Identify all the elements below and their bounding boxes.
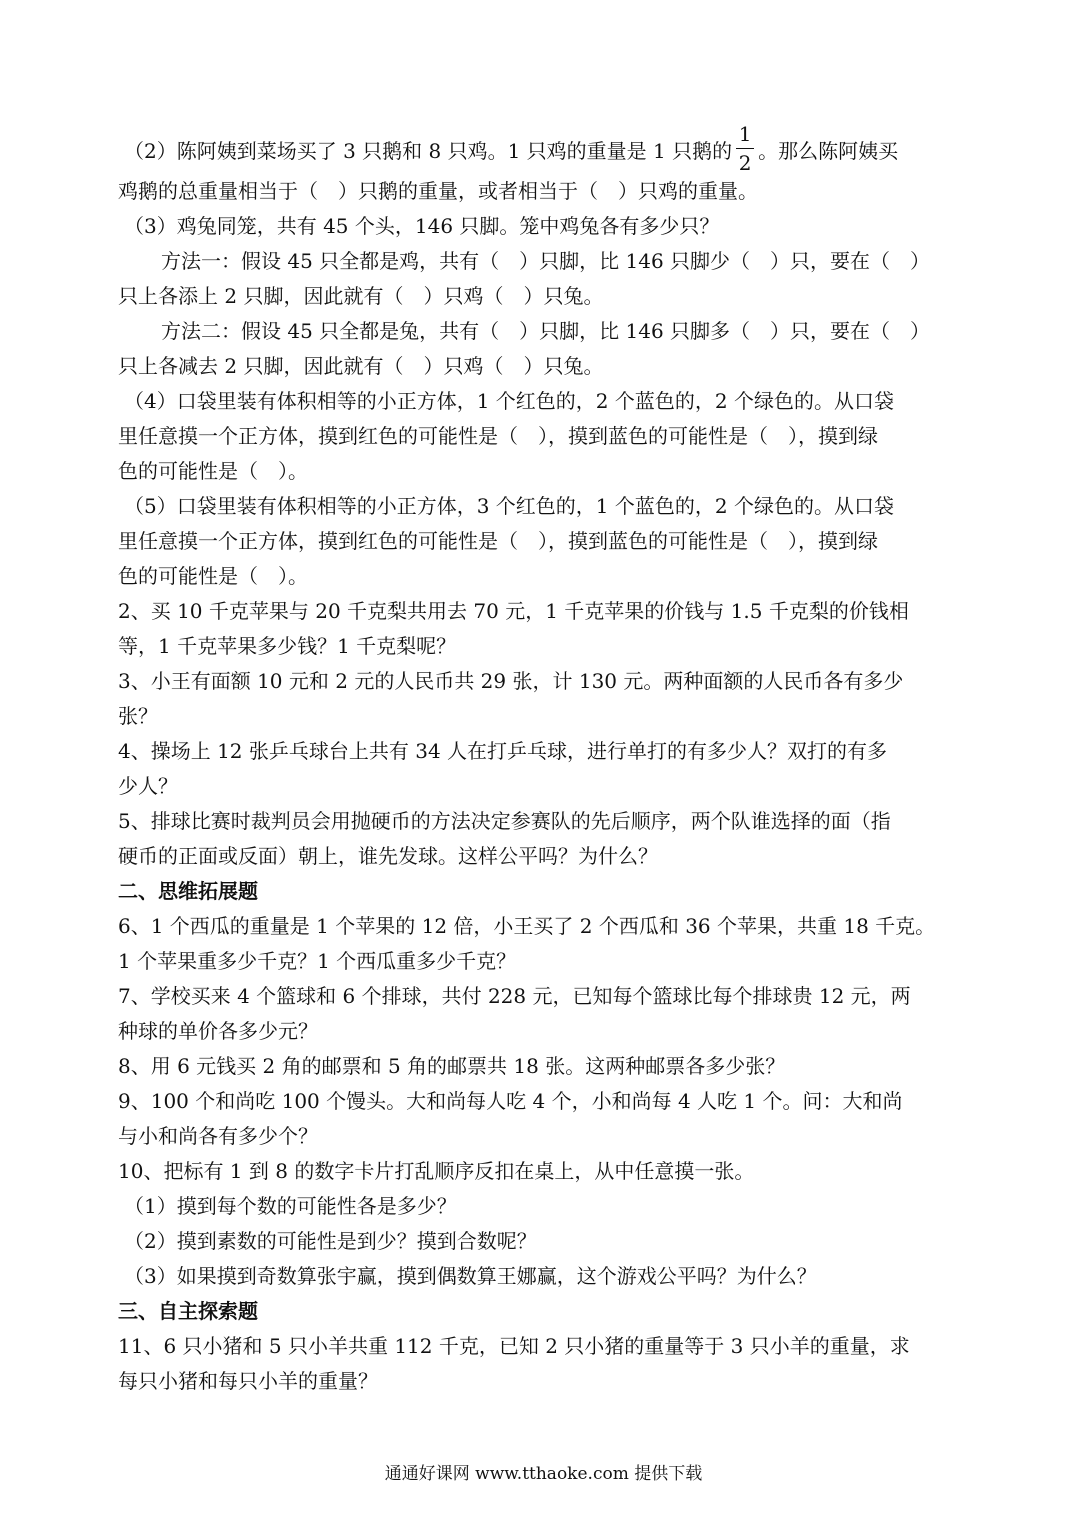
problem-8-line-1: 8、用 6 元钱买 2 角的邮票和 5 角的邮票共 18 张。这两种邮票各多少张？ (118, 1054, 786, 1078)
fraction-bar (736, 148, 754, 149)
problem-1-3-line-1: （3）鸡兔同笼，共有 45 个头，146 只脚。笼中鸡兔各有多少只？ (124, 214, 720, 238)
problem-7-line-1: 7、学校买来 4 个篮球和 6 个排球，共付 228 元，已知每个篮球比每个排球贵 12 元，两 (118, 984, 911, 1008)
problem-5-line-1: 5、排球比赛时裁判员会用抛硬币的方法决定参赛队的先后顺序，两个队谁选择的面（指 (118, 809, 891, 833)
problem-4-line-1: 4、操场上 12 张乒乓球台上共有 34 人在打乒乓球，进行单打的有多少人？双打的有多 (118, 739, 888, 763)
problem-1-5-line-2: 里任意摸一个正方体，摸到红色的可能性是（ ），摸到蓝色的可能性是（ ），摸到绿 (118, 529, 878, 553)
fraction-numerator: 1 (738, 122, 752, 146)
problem-1-3-method-1-line-1: 方法一：假设 45 只全都是鸡，共有（ ）只脚，比 146 只脚少（ ）只，要在（ ） (161, 249, 931, 273)
problem-9-line-1: 9、100 个和尚吃 100 个馒头。大和尚每人吃 4 个，小和尚每 4 人吃 1 个。问：大和尚 (118, 1089, 903, 1113)
fraction-one-half (736, 123, 754, 174)
problem-1-3-method-2-line-1: 方法二：假设 45 只全都是兔，共有（ ）只脚，比 146 只脚多（ ）只，要在（ ） (161, 319, 931, 343)
problem-1-4-line-1: （4）口袋里装有体积相等的小正方体，1 个红色的，2 个蓝色的，2 个绿色的。从口袋 (124, 389, 894, 413)
problem-5-line-2: 硬币的正面或反面）朝上，谁先发球。这样公平吗？为什么？ (118, 844, 658, 868)
fraction-denominator: 2 (738, 151, 752, 175)
section-heading-2: 二、思维拓展题 (118, 879, 258, 903)
problem-1-3-method-2-line-2: 只上各减去 2 只脚，因此就有（ ）只鸡（ ）只兔。 (118, 354, 604, 378)
problem-11-line-1: 11、6 只小猪和 5 只小羊共重 112 千克，已知 2 只小猪的重量等于 3 只小羊的重量，求 (118, 1334, 910, 1358)
problem-2-line-2: 等，1 千克苹果多少钱？1 千克梨呢？ (118, 634, 457, 658)
problem-1-3-method-1-line-2: 只上各添上 2 只脚，因此就有（ ）只鸡（ ）只兔。 (118, 284, 604, 308)
problem-10-sub-1: （1）摸到每个数的可能性各是多少？ (124, 1194, 457, 1218)
problem-10-sub-2: （2）摸到素数的可能性是到少？摸到合数呢？ (124, 1229, 537, 1253)
page-footer: 通通好课网 www.tthaoke.com 提供下载 (384, 1464, 703, 1484)
problem-7-line-2: 种球的单价各多少元？ (118, 1019, 318, 1043)
problem-1-5-line-3: 色的可能性是（ ）。 (118, 564, 308, 588)
problem-4-line-2: 少人？ (118, 774, 178, 798)
problem-1-4-line-2: 里任意摸一个正方体，摸到红色的可能性是（ ），摸到蓝色的可能性是（ ），摸到绿 (118, 424, 878, 448)
problem-1-4-line-3: 色的可能性是（ ）。 (118, 459, 308, 483)
problem-text: （2）陈阿姨到菜场买了 3 只鹅和 8 只鸡。1 只鸡的重量是 1 只鹅的 (124, 139, 733, 163)
problem-1-2-line-2: 鸡鹅的总重量相当于（ ）只鹅的重量，或者相当于（ ）只鸡的重量。 (118, 179, 758, 203)
problem-1-5-line-1: （5）口袋里装有体积相等的小正方体，3 个红色的，1 个蓝色的，2 个绿色的。从口袋 (124, 494, 894, 518)
problem-3-line-2: 张？ (118, 704, 158, 728)
problem-2-line-1: 2、买 10 千克苹果与 20 千克梨共用去 70 元，1 千克苹果的价钱与 1.5 千克梨的价钱相 (118, 599, 909, 623)
worksheet-body (118, 120, 948, 1399)
problem-10-line-1: 10、把标有 1 到 8 的数字卡片打乱顺序反扣在桌上，从中任意摸一张。 (118, 1159, 755, 1183)
problem-6-line-2: 1 个苹果重多少千克？1 个西瓜重多少千克？ (118, 949, 517, 973)
problem-text: 。那么陈阿姨买 (758, 139, 899, 163)
section-heading-3: 三、自主探索题 (118, 1299, 258, 1323)
problem-6-line-1: 6、1 个西瓜的重量是 1 个苹果的 12 倍，小王买了 2 个西瓜和 36 个苹果，共重 18 千克。 (118, 914, 936, 938)
problem-1-2-line-1 (118, 120, 948, 182)
problem-11-line-2: 每只小猪和每只小羊的重量？ (118, 1369, 378, 1393)
problem-3-line-1: 3、小王有面额 10 元和 2 元的人民币共 29 张，计 130 元。两种面额的人民币各有多少 (118, 669, 904, 693)
problem-9-line-2: 与小和尚各有多少个？ (118, 1124, 318, 1148)
problem-10-sub-3: （3）如果摸到奇数算张宇赢，摸到偶数算王娜赢，这个游戏公平吗？为什么？ (124, 1264, 817, 1288)
